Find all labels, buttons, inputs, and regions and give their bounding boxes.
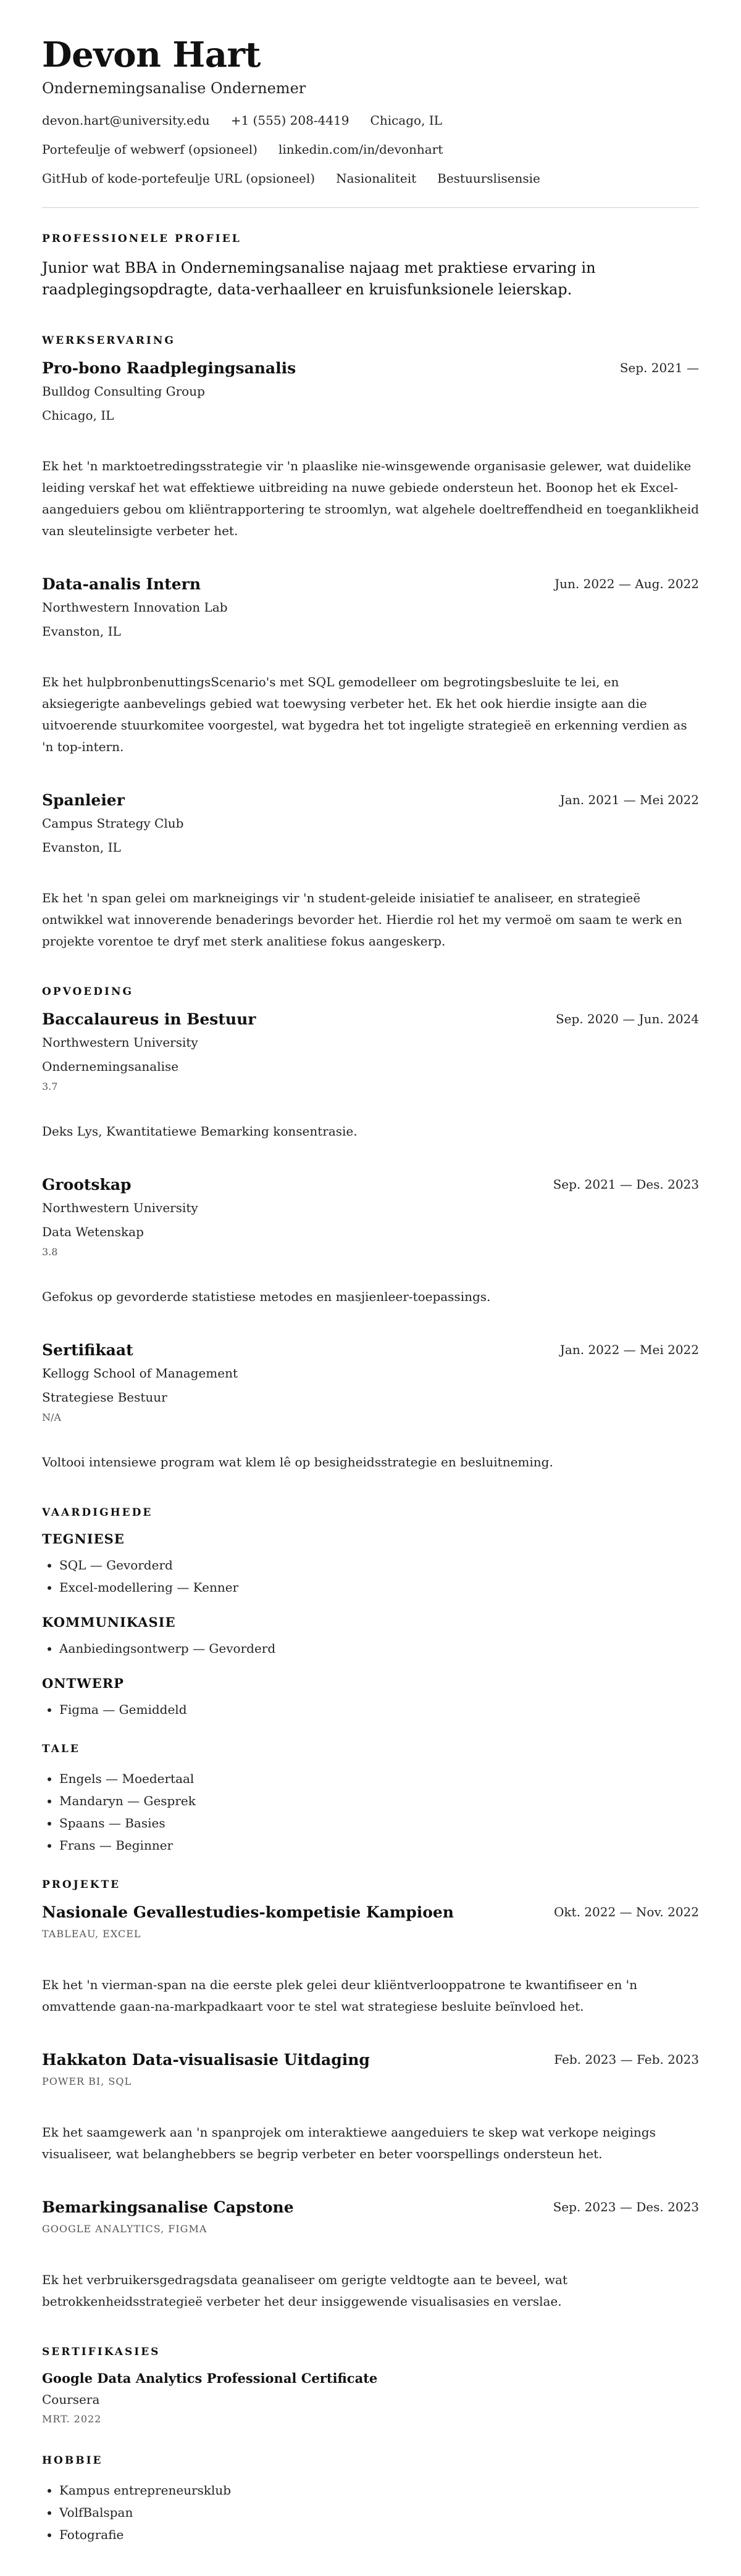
contact-email[interactable]: devon.hart@university.edu — [42, 112, 210, 128]
experience-location: Evanston, IL — [42, 624, 121, 639]
language-item: • Spaans — Basies — [59, 1812, 699, 1834]
language-list — [42, 1768, 699, 1856]
project-description: Ek het verbruikersgedragsdata geanaliseer om gerigte veldtogte aan te beveel, wat betrokkenheidsstrategieë verbeter het deur insiggewende visualisasies en verslae. — [42, 2272, 567, 2309]
experience-description: Ek het 'n span gelei om markneigings vir 'n student-geleide inisiatief te analiseer, en strategieë ontwikkel wat innoverende benaderings bevorder het. Hierdie rol het my vermoë om saam te werk en projekte vorentoe te dryf met sterk analitiese fokus aangeskerp. — [42, 891, 682, 949]
skill-item: • SQL — Gevorderd — [59, 1554, 699, 1576]
project-tools: TABLEAU, EXCEL — [42, 1928, 141, 1940]
section-title-experience: WERKSERVARING — [42, 334, 175, 347]
experience-entry-head — [42, 575, 699, 600]
project-title: Hakkaton Data-visualisasie Uitdaging — [42, 2051, 370, 2069]
project-entry-head — [42, 2051, 699, 2075]
experience-location: Evanston, IL — [42, 840, 121, 855]
education-field: Data Wetenskap — [42, 1224, 144, 1240]
project-title: Nasionale Gevallestudies-kompetisie Kampioen — [42, 1903, 454, 1922]
contact-drivers-license: Bestuurslisensie — [437, 170, 540, 186]
experience-organization: Northwestern Innovation Lab — [42, 600, 228, 615]
project-entry — [42, 1903, 699, 2017]
experience-entry-head — [42, 791, 699, 816]
section-title-hobbies: HOBBIE — [42, 2454, 103, 2467]
contact-row-1 — [42, 113, 699, 128]
skill-list — [42, 1554, 699, 1598]
education-entry-head — [42, 1341, 699, 1366]
project-entry — [42, 2051, 699, 2165]
experience-description: Ek het hulpbronbenuttingsScenario's met SQL gemodelleer om begrotingsbesluite te lei, en aksiegerigte aanbevelings gebied wat toewysing verbeter het. Ek het ook hierdie insigte aan die uitvoerende stuurkomitee voorgestel, wat bygedra het tot ingeligte strategieë en erkenning verdien as 'n top-intern. — [42, 675, 687, 755]
candidate-name: Devon Hart — [42, 35, 261, 75]
project-entry-head — [42, 2198, 699, 2223]
education-institution: Kellogg School of Management — [42, 1366, 238, 1381]
section-title-education: OPVOEDING — [42, 986, 134, 999]
header-divider — [42, 207, 699, 208]
contact-row-2 — [42, 142, 699, 157]
education-title: Baccalaureus in Bestuur — [42, 1010, 256, 1029]
skill-list — [42, 1698, 699, 1721]
experience-location: Chicago, IL — [42, 408, 114, 423]
profile-summary: Junior wat BBA in Ondernemingsanalise najaag met praktiese ervaring in raadplegingsopdragte, data-verhaalleer en kruisfunksionele leierskap. — [42, 259, 596, 298]
section-title-certifications: SERTIFIKASIES — [42, 2346, 161, 2359]
experience-organization: Bulldog Consulting Group — [42, 384, 205, 399]
education-institution: Northwestern University — [42, 1200, 198, 1216]
experience-description: Ek het 'n marktoetredingsstrategie vir 'n plaaslike nie-winsgewende organisasie gelewer, wat duidelike leiding verskaf het wat effektiewe uitbreiding na nuwe gebiede ondersteun het. Boonop het ek Excel-aangeduiers gebou om kliëntrapportering te stroomlyn, wat algehele doeltreffendheid en toeganklikheid van sleutelinsigte verbeter het. — [42, 459, 699, 539]
contact-nationality: Nasionaliteit — [336, 170, 417, 186]
candidate-headline: Ondernemingsanalise Ondernemer — [42, 79, 306, 97]
education-field: Strategiese Bestuur — [42, 1390, 167, 1405]
certification-date: MRT. 2022 — [42, 2413, 102, 2425]
contact-row-3 — [42, 171, 699, 186]
skill-item: • Aanbiedingsontwerp — Gevorderd — [59, 1637, 699, 1660]
experience-title: Spanleier — [42, 791, 125, 810]
project-dates: Okt. 2022 — Nov. 2022 — [554, 1905, 699, 1920]
education-description: Voltooi intensiewe program wat klem lê op besigheidsstrategie en besluitneming. — [42, 1455, 553, 1470]
hobby-item: • Fotografie — [59, 2524, 699, 2546]
experience-dates: Jan. 2021 — Mei 2022 — [559, 792, 699, 808]
spacer — [42, 1737, 699, 1743]
education-gpa: N/A — [42, 1411, 61, 1424]
contact-location: Chicago, IL — [370, 112, 442, 128]
project-tools: GOOGLE ANALYTICS, FIGMA — [42, 2223, 207, 2235]
education-entry-head — [42, 1010, 699, 1035]
skill-item: • Figma — Gemiddeld — [59, 1698, 699, 1721]
section-title-projects: PROJEKTE — [42, 1879, 121, 1892]
language-item: • Frans — Beginner — [59, 1834, 699, 1856]
project-title: Bemarkingsanalise Capstone — [42, 2198, 294, 2217]
experience-title: Data-analis Intern — [42, 575, 201, 594]
skill-category: KOMMUNIKASIE — [42, 1614, 176, 1631]
experience-dates: Sep. 2021 — — [619, 360, 699, 376]
skill-category: TEGNIESE — [42, 1531, 125, 1547]
education-description: Gefokus op gevorderde statistiese metodes en masjienleer-toepassings. — [42, 1289, 491, 1305]
project-entry — [42, 2198, 699, 2312]
education-entry — [42, 1010, 699, 1142]
education-dates: Sep. 2021 — Des. 2023 — [553, 1177, 699, 1192]
education-description: Deks Lys, Kwantitatiewe Bemarking konsentrasie. — [42, 1124, 358, 1139]
education-title: Sertifikaat — [42, 1341, 133, 1360]
project-entry-head — [42, 1903, 699, 1928]
experience-entry — [42, 791, 699, 952]
education-entry — [42, 1176, 699, 1308]
experience-entry — [42, 359, 699, 542]
section-title-skills: VAARDIGHEDE — [42, 1506, 153, 1519]
spacer — [42, 1872, 699, 1879]
education-institution: Northwestern University — [42, 1035, 198, 1050]
education-field: Ondernemingsanalise — [42, 1059, 179, 1074]
education-dates: Jan. 2022 — Mei 2022 — [559, 1342, 699, 1358]
experience-entry-head — [42, 359, 699, 384]
hobby-list — [42, 2479, 699, 2546]
project-description: Ek het 'n vierman-span na die eerste plek gelei deur kliëntverlooppatrone te kwantifiseer en 'n omvattende gaan-na-markpadkaart voor te stel wat strategiese besluite beïnvloed het. — [42, 1977, 638, 2014]
language-item: • Mandaryn — Gesprek — [59, 1790, 699, 1812]
certification-title: Google Data Analytics Professional Certificate — [42, 2370, 378, 2387]
skill-list — [42, 1637, 699, 1660]
contact-portfolio[interactable]: Portefeulje of webwerf (opsioneel) — [42, 141, 257, 157]
project-dates: Feb. 2023 — Feb. 2023 — [554, 2052, 699, 2067]
section-title-profile: PROFESSIONELE PROFIEL — [42, 232, 241, 245]
experience-organization: Campus Strategy Club — [42, 816, 184, 831]
hobby-item: • Kampus entrepreneursklub — [59, 2479, 699, 2501]
experience-dates: Jun. 2022 — Aug. 2022 — [555, 576, 699, 592]
skill-category: ONTWERP — [42, 1676, 124, 1692]
contact-github[interactable]: GitHub of kode-portefeulje URL (opsioneel) — [42, 170, 316, 186]
contact-linkedin[interactable]: linkedin.com/in/devonhart — [278, 141, 443, 157]
education-entry — [42, 1341, 699, 1473]
project-dates: Sep. 2023 — Des. 2023 — [553, 2200, 699, 2215]
certification-issuer: Coursera — [42, 2392, 100, 2408]
education-dates: Sep. 2020 — Jun. 2024 — [555, 1012, 699, 1027]
education-title: Grootskap — [42, 1176, 132, 1194]
experience-title: Pro-bono Raadplegingsanalis — [42, 359, 296, 378]
education-gpa: 3.7 — [42, 1081, 58, 1093]
hobby-item: • VolfBalspan — [59, 2501, 699, 2524]
language-item: • Engels — Moedertaal — [59, 1768, 699, 1790]
project-description: Ek het saamgewerk aan 'n spanprojek om interaktiewe aangeduiers te skep wat verkope neigings visualiseer, wat belanghebbers se begrip verbeter en beter voorspellings ondersteun het. — [42, 2125, 656, 2162]
experience-entry — [42, 575, 699, 758]
skill-item: • Excel-modellering — Kenner — [59, 1576, 699, 1598]
education-gpa: 3.8 — [42, 1246, 58, 1258]
project-tools: POWER BI, SQL — [42, 2075, 132, 2088]
education-entry-head — [42, 1176, 699, 1200]
section-title-languages: TALE — [42, 1743, 80, 1756]
contact-phone[interactable]: +1 (555) 208-4419 — [230, 112, 350, 128]
